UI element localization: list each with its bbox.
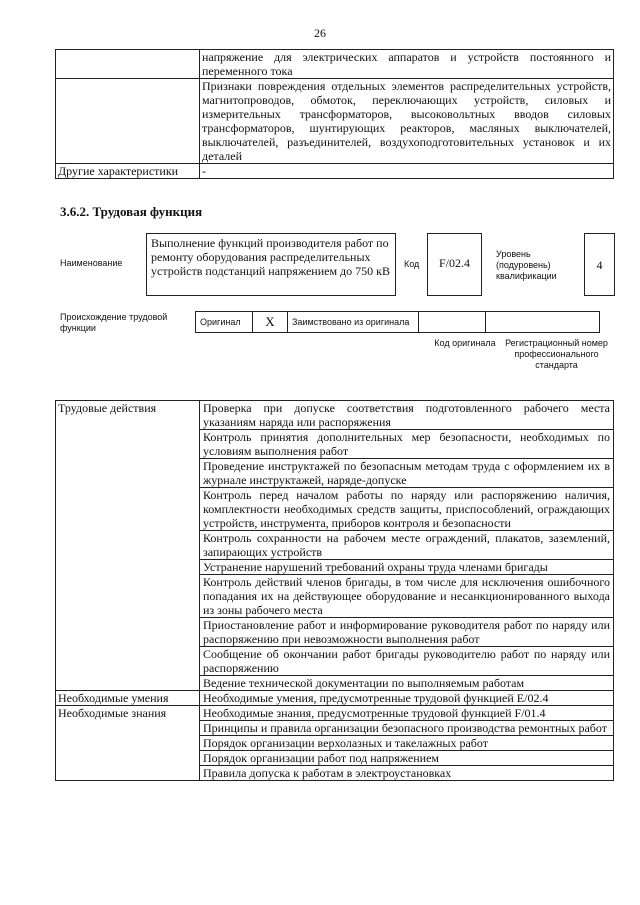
labor-actions-item: Контроль сохранности на рабочем месте ограждений, плакатов, заземлений, запирающих устройств (200, 531, 614, 560)
labor-actions-item: Устранение нарушений требований охраны труда членами бригады (200, 560, 614, 575)
required-knowledge-item: Порядок организации верхолазных и такелажных работ (200, 736, 614, 751)
origin-label: Происхождение трудовой функции (60, 312, 168, 333)
table-cell-label (56, 50, 200, 79)
table-cell-label (56, 79, 200, 164)
required-knowledge-item: Необходимые знания, предусмотренные трудовой функцией F/01.4 (200, 706, 614, 721)
labor-actions-item: Контроль принятия дополнительных мер безопасности, необходимых по условиям выполнения работ (200, 430, 614, 459)
labor-actions-item: Ведение технической документации по выполняемым работам (200, 676, 614, 691)
labor-actions-item: Приостановление работ и информирование руководителя работ по наряду или распоряжению при невозможности выполнения работ (200, 618, 614, 647)
other-characteristics-label: Другие характеристики (56, 164, 200, 179)
page-number: 26 (314, 26, 326, 40)
table-row (56, 691, 614, 706)
required-knowledge-item: Правила допуска к работам в электроустановках (200, 766, 614, 781)
table-cell-value: напряжение для электрических аппаратов и устройств постоянного и переменного тока (200, 50, 614, 79)
required-knowledge-item: Порядок организации работ под напряжением (200, 751, 614, 766)
function-code-box: F/02.4 (427, 233, 482, 296)
name-label: Наименование (60, 258, 123, 268)
other-characteristics-value: - (200, 164, 614, 179)
labor-actions-item: Проведение инструктажей по безопасным методам труда с оформлением их в журнале инструктажей, наряде-допуске (200, 459, 614, 488)
borrowed-label: Заимствовано из оригинала (288, 312, 419, 333)
code-label: Код (404, 259, 420, 269)
original-mark: X (253, 312, 288, 333)
labor-actions-item: Сообщение об окончании работ бригады руководителю работ по наряду или распоряжению (200, 647, 614, 676)
table-row (56, 401, 614, 430)
labor-actions-item: Проверка при допуске соответствия подготовленного рабочего места указаниям наряда или распоряжения (200, 401, 614, 430)
table-row (56, 164, 614, 179)
required-skills-label: Необходимые умения (56, 691, 200, 706)
labor-actions-item: Контроль перед началом работы по наряду или распоряжению наличия, комплектности необходимых средств защиты, приспособлений, ограждающих устройств, инструмента, приборов контроля и безопасности (200, 488, 614, 531)
labor-function-table (55, 400, 614, 781)
labor-actions-item: Контроль действий членов бригады, в том числе для исключения ошибочного попадания их на действующее оборудование и несанкционированного выхода из зоны рабочего места (200, 575, 614, 618)
qualification-level-label: Уровень (подуровень) квалификации (496, 249, 557, 281)
qualification-level-box: 4 (584, 233, 615, 296)
registration-number-cell (486, 312, 600, 333)
function-name-box: Выполнение функций производителя работ по ремонту оборудования распределительных устройств подстанций напряжением до 750 кВ (146, 233, 396, 296)
table-cell-value: Признаки повреждения отдельных элементов распределительных устройств, магнитопроводов, обмоток, переключающих устройств, силовых и измерительных трансформаторов, высоковольтных вводов силовых трансформаторов, шунтирующих реакторов, масляных выключателей, выключателей, разъединителей, воздухоподготовительных установок и их деталей (200, 79, 614, 164)
table-row (56, 79, 614, 164)
origin-table (195, 311, 600, 333)
section-title: 3.6.2. Трудовая функция (60, 204, 203, 219)
required-skills-item: Необходимые умения, предусмотренные трудовой функцией E/02.4 (200, 691, 614, 706)
table-row (56, 706, 614, 721)
code-original-caption: Код оригинала (434, 338, 496, 348)
table-row (56, 50, 614, 79)
code-original-cell (419, 312, 486, 333)
continuation-table (55, 49, 614, 179)
required-knowledge-label: Необходимые знания (56, 706, 200, 781)
required-knowledge-item: Принципы и правила организации безопасного производства ремонтных работ (200, 721, 614, 736)
registration-number-caption: Регистрационный номер профессионального стандарта (505, 338, 608, 370)
labor-actions-label: Трудовые действия (56, 401, 200, 691)
original-label: Оригинал (196, 312, 253, 333)
